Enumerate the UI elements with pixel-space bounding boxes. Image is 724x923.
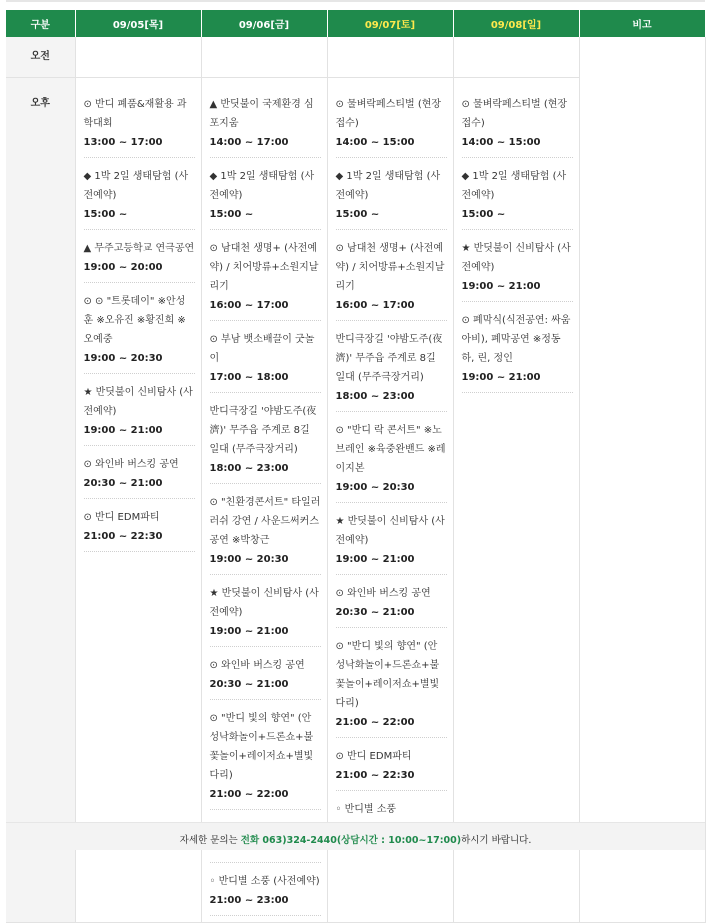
event-title: ⊙ ⊙ "트롯데이" ※안성훈 ※오유진 ※황진희 ※오예중 bbox=[83, 296, 186, 345]
event-item bbox=[210, 581, 321, 647]
event-time: 19:00 ~ 21:00 bbox=[461, 281, 541, 292]
event-title: ◆ 1박 2일 생태탐험 (사전예약) bbox=[83, 171, 189, 201]
event-item bbox=[210, 653, 321, 700]
event-time: 18:00 ~ 23:00 bbox=[209, 463, 289, 474]
event-title: ⊙ 폐막식(식전공연: 싸움아비), 폐막공연 ※정동하, 린, 정인 bbox=[461, 315, 571, 364]
footer-prefix: 자세한 문의는 bbox=[179, 835, 241, 846]
event-title: ▲ 반딧불이 국제환경 심포지움 bbox=[209, 99, 314, 129]
event-item bbox=[462, 164, 573, 230]
event-item bbox=[210, 164, 321, 230]
event-item bbox=[336, 92, 447, 158]
header-day-3: 09/07[토] bbox=[327, 10, 453, 37]
event-time: 16:00 ~ 17:00 bbox=[335, 300, 415, 311]
header-category: 구분 bbox=[6, 10, 75, 37]
event-time: 21:00 ~ 23:00 bbox=[209, 895, 289, 906]
event-time: 14:00 ~ 15:00 bbox=[461, 137, 541, 148]
note-cell bbox=[579, 37, 705, 923]
event-time: 19:00 ~ 20:30 bbox=[209, 554, 289, 565]
event-title: ⊙ 남대천 생명+ (사전예약) / 치어방류+소원지날리기 bbox=[335, 243, 445, 292]
event-title: ⊙ 반디 EDM파티 bbox=[335, 751, 412, 762]
morning-cell bbox=[201, 37, 327, 78]
event-item bbox=[84, 92, 195, 158]
footer-phone: 전화 063)324-2440(상담시간 : 10:00~17:00) bbox=[240, 835, 462, 846]
event-item bbox=[84, 236, 195, 283]
event-item bbox=[336, 236, 447, 321]
afternoon-cell-day-4 bbox=[453, 78, 579, 923]
event-title: ★ 반딧불이 신비탐사 (사전예약) bbox=[209, 588, 319, 618]
event-item bbox=[84, 164, 195, 230]
event-time: 18:00 ~ 23:00 bbox=[335, 391, 415, 402]
schedule-table bbox=[6, 10, 706, 923]
event-title: ★ 반딧불이 신비탐사 (사전예약) bbox=[335, 516, 445, 546]
header-day-1: 09/05[목] bbox=[75, 10, 201, 37]
event-time: 15:00 ~ bbox=[209, 209, 254, 220]
event-title: ▲ 무주고등학교 연극공연 bbox=[83, 243, 195, 254]
event-title: ⊙ 반디 폐품&재활용 과학대회 bbox=[83, 99, 187, 129]
event-item bbox=[210, 236, 321, 321]
event-time: 20:30 ~ 21:00 bbox=[209, 679, 289, 690]
event-item bbox=[336, 509, 447, 575]
row-label-morning: 오전 bbox=[6, 37, 75, 78]
afternoon-cell-day-2 bbox=[201, 78, 327, 923]
morning-cell bbox=[327, 37, 453, 78]
header-day-4: 09/08[일] bbox=[453, 10, 579, 37]
event-time: 19:00 ~ 21:00 bbox=[461, 372, 541, 383]
event-item bbox=[210, 327, 321, 393]
event-item bbox=[84, 505, 195, 552]
event-time: 19:00 ~ 21:00 bbox=[335, 554, 415, 565]
event-title: ⊙ 부남 뱃소배끌이 굿놀이 bbox=[209, 334, 315, 364]
event-time: 20:30 ~ 21:00 bbox=[335, 607, 415, 618]
event-item bbox=[210, 399, 321, 484]
header-day-2: 09/06[금] bbox=[201, 10, 327, 37]
event-item bbox=[336, 418, 447, 503]
event-item bbox=[462, 92, 573, 158]
event-item bbox=[336, 634, 447, 738]
event-time: 19:00 ~ 21:00 bbox=[209, 626, 289, 637]
afternoon-cell-day-1 bbox=[75, 78, 201, 923]
event-time: 21:00 ~ 22:30 bbox=[335, 770, 415, 781]
event-title: ◆ 1박 2일 생태탐험 (사전예약) bbox=[335, 171, 441, 201]
row-label-afternoon: 오후 bbox=[6, 78, 75, 923]
morning-cell bbox=[453, 37, 579, 78]
event-item bbox=[336, 581, 447, 628]
event-item bbox=[210, 490, 321, 575]
morning-cell bbox=[75, 37, 201, 78]
event-title: ◆ 1박 2일 생태탐험 (사전예약) bbox=[461, 171, 567, 201]
event-item bbox=[336, 744, 447, 791]
event-time: 17:00 ~ 18:00 bbox=[209, 372, 289, 383]
event-time: 19:00 ~ 20:30 bbox=[335, 482, 415, 493]
row-morning bbox=[6, 37, 705, 78]
event-time: 13:00 ~ 17:00 bbox=[83, 137, 163, 148]
event-title: ⊙ 와인바 버스킹 공연 bbox=[209, 660, 305, 671]
event-time: 19:00 ~ 20:30 bbox=[83, 353, 163, 364]
event-time: 21:00 ~ 22:30 bbox=[83, 531, 163, 542]
event-item bbox=[84, 289, 195, 374]
event-title: ★ 반딧불이 신비탐사 (사전예약) bbox=[461, 243, 571, 273]
footer-suffix: 하시기 바랍니다. bbox=[461, 835, 532, 846]
event-item bbox=[210, 92, 321, 158]
event-time: 15:00 ~ bbox=[335, 209, 380, 220]
event-time: 14:00 ~ 15:00 bbox=[335, 137, 415, 148]
event-title: ⊙ 반디 EDM파티 bbox=[83, 512, 160, 523]
event-time: 19:00 ~ 20:00 bbox=[83, 262, 163, 273]
event-title: ⊙ "친환경콘서트" 타일러 러쉬 강연 / 사운드써커스 공연 ※박창근 bbox=[209, 497, 321, 546]
event-item bbox=[84, 452, 195, 499]
event-time: 15:00 ~ bbox=[83, 209, 128, 220]
event-title: ⊙ 와인바 버스킹 공연 bbox=[83, 459, 179, 470]
event-title: ⊙ "반디 락 콘서트" ※노브레인 ※육중완밴드 ※레이지본 bbox=[335, 425, 446, 474]
event-item bbox=[336, 164, 447, 230]
event-item bbox=[210, 869, 321, 916]
header-note: 비고 bbox=[579, 10, 705, 37]
event-title: ◆ 1박 2일 생태탐험 (사전예약) bbox=[209, 171, 315, 201]
afternoon-cell-day-3 bbox=[327, 78, 453, 923]
event-title: ★ 반딧불이 신비탐사 (사전예약) bbox=[83, 387, 193, 417]
event-title: ◦ 반디별 소풍 bbox=[335, 804, 397, 815]
event-time: 21:00 ~ 22:00 bbox=[209, 789, 289, 800]
event-item bbox=[336, 327, 447, 412]
event-time: 15:00 ~ bbox=[461, 209, 506, 220]
event-time: 19:00 ~ 21:00 bbox=[83, 425, 163, 436]
event-time: 20:30 ~ 21:00 bbox=[83, 478, 163, 489]
event-item bbox=[84, 380, 195, 446]
event-item bbox=[462, 308, 573, 393]
event-time: 16:00 ~ 17:00 bbox=[209, 300, 289, 311]
event-title: ⊙ "반디 빛의 향연" (안성낙화놀이+드론쇼+불꽃놀이+레이저쇼+별빛다리) bbox=[335, 641, 440, 709]
event-time: 21:00 ~ 22:00 bbox=[335, 717, 415, 728]
contact-footer bbox=[6, 822, 705, 850]
event-item bbox=[462, 236, 573, 302]
event-title: 반디극장길 '야밤도주(夜濟)' 무주읍 주계로 8길 일대 (무주극장거리) bbox=[209, 406, 317, 455]
event-title: ⊙ 와인바 버스킹 공연 bbox=[335, 588, 431, 599]
event-title: 반디극장길 '야밤도주(夜濟)' 무주읍 주계로 8길 일대 (무주극장거리) bbox=[335, 334, 443, 383]
event-title: ⊙ 물벼락페스티벌 (현장접수) bbox=[335, 99, 442, 129]
header-row bbox=[6, 10, 705, 37]
event-title: ⊙ 남대천 생명+ (사전예약) / 치어방류+소원지날리기 bbox=[209, 243, 319, 292]
event-title: ◦ 반디별 소풍 (사전예약) bbox=[209, 876, 320, 887]
event-item bbox=[210, 706, 321, 810]
event-time: 14:00 ~ 17:00 bbox=[209, 137, 289, 148]
event-title: ⊙ 물벼락페스티벌 (현장접수) bbox=[461, 99, 568, 129]
top-divider bbox=[6, 0, 705, 2]
event-title: ⊙ "반디 빛의 향연" (안성낙화놀이+드론쇼+불꽃놀이+레이저쇼+별빛다리) bbox=[209, 713, 314, 781]
